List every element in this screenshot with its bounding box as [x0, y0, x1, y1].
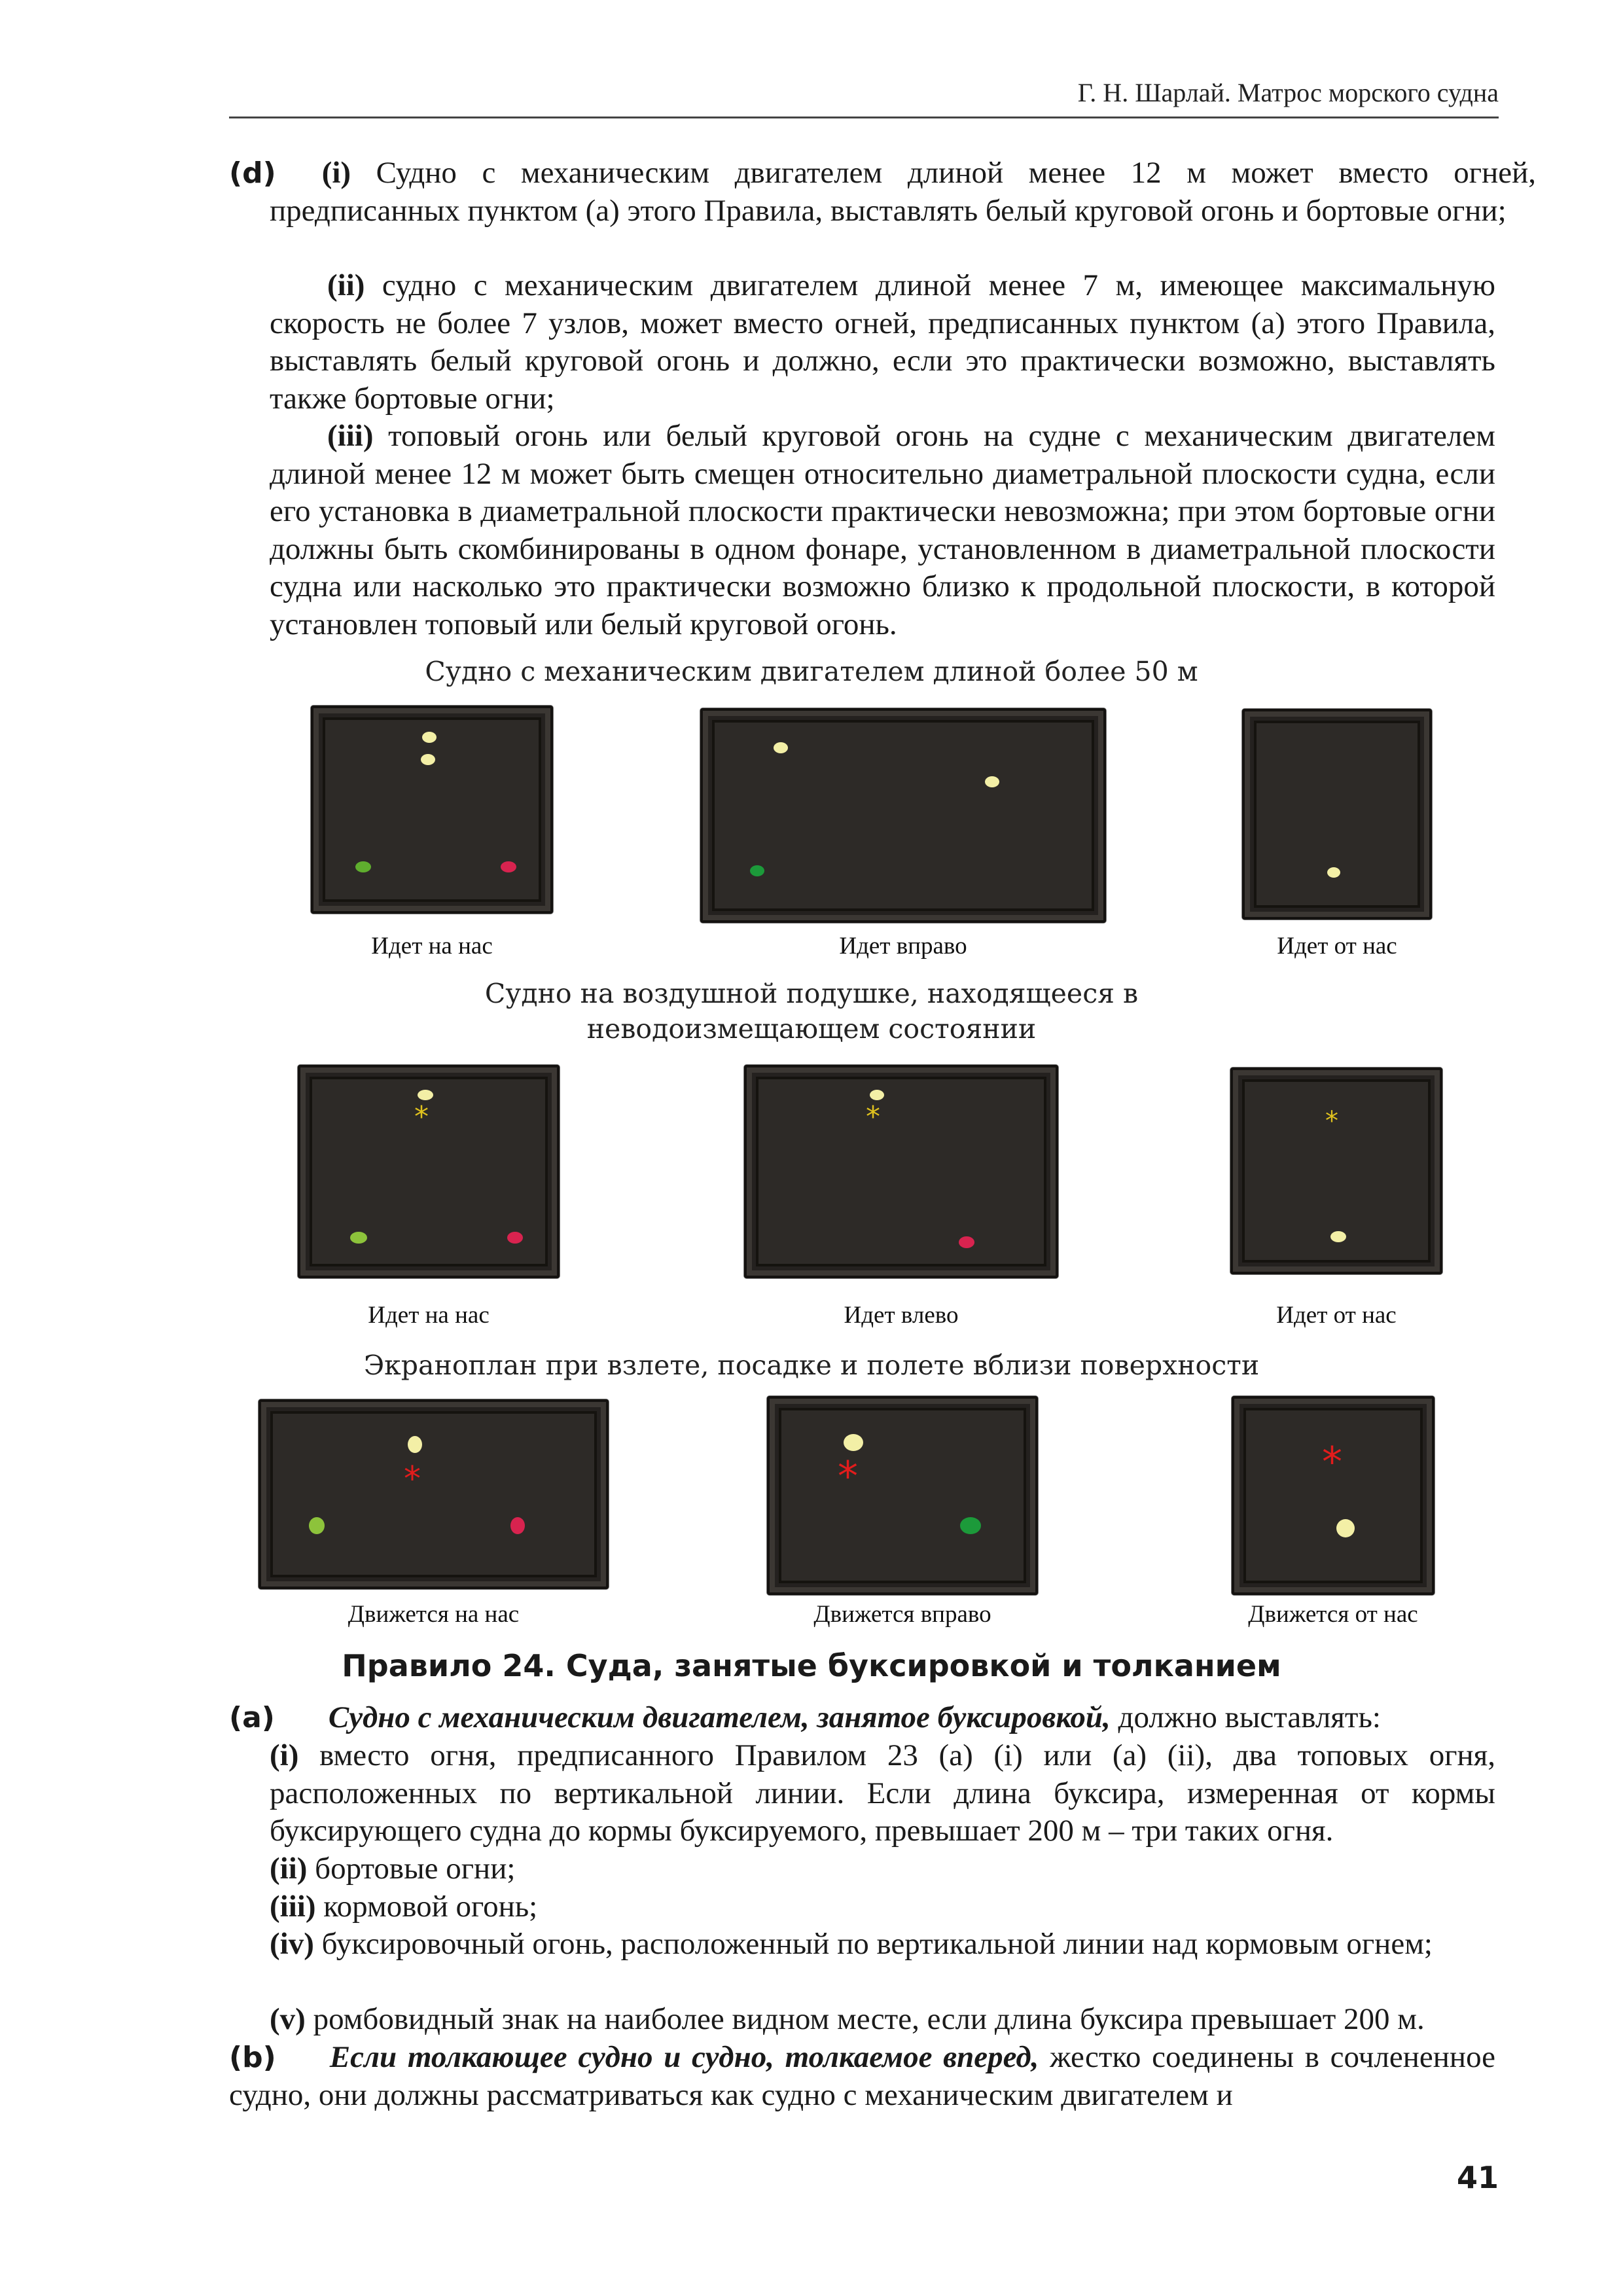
- asterisk-icon: *: [838, 1452, 858, 1500]
- d-iii-text: топовый огонь или белый круговой огонь на судне с механическим двигателем длиной менее 12 м может быть смещен относительно диаметральной плоскости судна, если его установка в диаметральной плоскости практически невозможна; при этом бортовые огни должны быть скомбинированы в одном фонаре, установленном в диаметральной плоскости судна или насколько это практически возможно близко к продольной плоскости, в которой установлен топовый или белый круговой огонь.: [270, 419, 1495, 641]
- masthead-light-lower: [421, 754, 435, 765]
- figure-3b-caption: Движется вправо: [813, 1601, 991, 1628]
- section-d-i: [229, 154, 1536, 230]
- masthead-light: [418, 1090, 433, 1100]
- rule-24-i-text: вместо огня, предписанного Правилом 23 (a) (i) или (a) (ii), два топовых огня, расположенных по вертикальной линии. Если длина буксира, измеренная от кормы буксирующего судна до кормы буксируемого, превышает 200 м – три таких огня.: [270, 1738, 1496, 1848]
- rule-24-v-text: ромбовидный знак на наиболее видном месте, если длина буксира превышает 200 м.: [313, 2002, 1425, 2036]
- asterisk-icon: *: [1322, 1438, 1342, 1486]
- section-d-label: (d): [229, 156, 276, 190]
- figure-3a-caption: Движется на нас: [348, 1601, 520, 1628]
- figure-2c-frame: [1230, 1067, 1442, 1274]
- masthead-light: [870, 1090, 884, 1100]
- rule-24-a-iv: [270, 1926, 1495, 1964]
- figure-group-3-title: Экраноплан при взлете, посадке и полете вблизи поверхности: [363, 1350, 1260, 1381]
- figure-3b-frame: [767, 1396, 1038, 1595]
- figure-1c-caption: Идет от нас: [1277, 933, 1397, 960]
- rule-24-ii-text: бортовые огни;: [315, 1852, 516, 1886]
- red-sidelight: [507, 1232, 523, 1244]
- masthead-light: [844, 1434, 863, 1451]
- red-sidelight: [959, 1236, 974, 1248]
- d-i-num: (i): [321, 156, 351, 190]
- rule-24-v-num: (v): [270, 2002, 306, 2036]
- figure-group-1-title: Судно с механическим двигателем длиной более 50 м: [425, 656, 1198, 687]
- aft-masthead-light: [985, 776, 999, 787]
- rule-24-a-i: [270, 1737, 1495, 1850]
- rule-24-iii-text: кормовой огонь;: [323, 1890, 538, 1924]
- rule-24-a-label: (a): [229, 1701, 275, 1734]
- figure-1a-frame: [311, 706, 553, 914]
- stern-light: [1336, 1519, 1355, 1537]
- green-sidelight: [309, 1517, 325, 1534]
- asterisk-icon: *: [1325, 1106, 1338, 1136]
- page-number: 41: [1456, 2160, 1499, 2195]
- figure-2b-caption: Идет влево: [844, 1302, 959, 1329]
- d-i-text: Судно с механическим двигателем длиной менее 12 м может вместо огней, предписанных пунктом (a) этого Правила, выставлять белый круговой огонь и бортовые огни;: [270, 156, 1536, 228]
- figure-1c-frame: [1242, 709, 1432, 920]
- figure-3c-frame: [1232, 1396, 1435, 1595]
- d-iii-num: (iii): [327, 419, 374, 453]
- green-sidelight: [750, 865, 764, 876]
- figure-1b-frame: [700, 708, 1106, 923]
- figure-2a-frame: [298, 1065, 560, 1278]
- stern-light: [1330, 1231, 1346, 1242]
- figure-1a-caption: Идет на нас: [371, 933, 493, 960]
- rule-24-i-num: (i): [270, 1738, 299, 1772]
- rule-24-a-italic: Судно с механическим двигателем, занятое буксировкой,: [328, 1700, 1111, 1734]
- asterisk-icon: *: [404, 1460, 421, 1499]
- rule-24-iii-num: (iii): [270, 1890, 316, 1924]
- forward-masthead-light: [774, 742, 788, 753]
- stern-light: [1327, 867, 1340, 878]
- rule-24-ii-num: (ii): [270, 1852, 308, 1886]
- rule-24-a-v: [270, 2001, 1495, 2039]
- rule-24-b: [229, 2039, 1495, 2114]
- section-d-ii: [270, 267, 1495, 418]
- section-d-iii: [270, 418, 1495, 643]
- rule-24-a-ii: [270, 1850, 1495, 1888]
- figure-2c-caption: Идет от нас: [1276, 1302, 1397, 1329]
- rule-24-b-italic: Если толкающее судно и судно, толкаемое вперед,: [329, 2040, 1039, 2074]
- red-sidelight: [501, 861, 516, 872]
- figure-group-2-title-line1: Судно на воздушной подушке, находящееся в: [484, 978, 1139, 1009]
- rule-24-iv-text: буксировочный огонь, расположенный по вертикальной линии над кормовым огнем;: [321, 1927, 1433, 1961]
- masthead-light-upper: [422, 732, 437, 743]
- red-sidelight: [510, 1517, 525, 1534]
- asterisk-icon: *: [866, 1100, 880, 1134]
- rule-24-a: [229, 1699, 1495, 1737]
- d-ii-num: (ii): [327, 268, 365, 302]
- rule-24-a-text: должно выставлять:: [1118, 1700, 1381, 1734]
- green-sidelight: [350, 1232, 367, 1244]
- green-sidelight: [960, 1517, 981, 1534]
- rule-24-heading: Правило 24. Суда, занятые буксировкой и толканием: [342, 1648, 1281, 1683]
- rule-24-b-label: (b): [229, 2041, 276, 2074]
- asterisk-icon: *: [414, 1100, 429, 1134]
- figure-3a-frame: [259, 1399, 609, 1589]
- figure-group-2-title-line2: неводоизмещающем состоянии: [586, 1013, 1037, 1045]
- masthead-light: [408, 1436, 422, 1453]
- figure-2b-frame: [744, 1065, 1058, 1278]
- rule-24-b-text: жестко соединены в сочлененное судно, они должны рассматриваться как судно с механическим двигателем и: [229, 2040, 1496, 2112]
- rule-24-a-iii: [270, 1888, 1495, 1926]
- figure-1b-caption: Идет вправо: [839, 933, 967, 960]
- d-ii-text: судно с механическим двигателем длиной менее 7 м, имеющее максимальную скорость не более 7 узлов, может вместо огней, предписанных пунктом (a) этого Правила, выставлять белый круговой огонь и должно, если это практически возможно, выставлять также бортовые огни;: [270, 268, 1496, 416]
- figure-3c-caption: Движется от нас: [1248, 1601, 1418, 1628]
- running-header: Г. Н. Шарлай. Матрос морского судна: [1077, 78, 1499, 107]
- green-sidelight: [355, 861, 371, 872]
- figure-2a-caption: Идет на нас: [368, 1302, 490, 1329]
- header-rule: [229, 117, 1499, 118]
- rule-24-iv-num: (iv): [270, 1927, 314, 1961]
